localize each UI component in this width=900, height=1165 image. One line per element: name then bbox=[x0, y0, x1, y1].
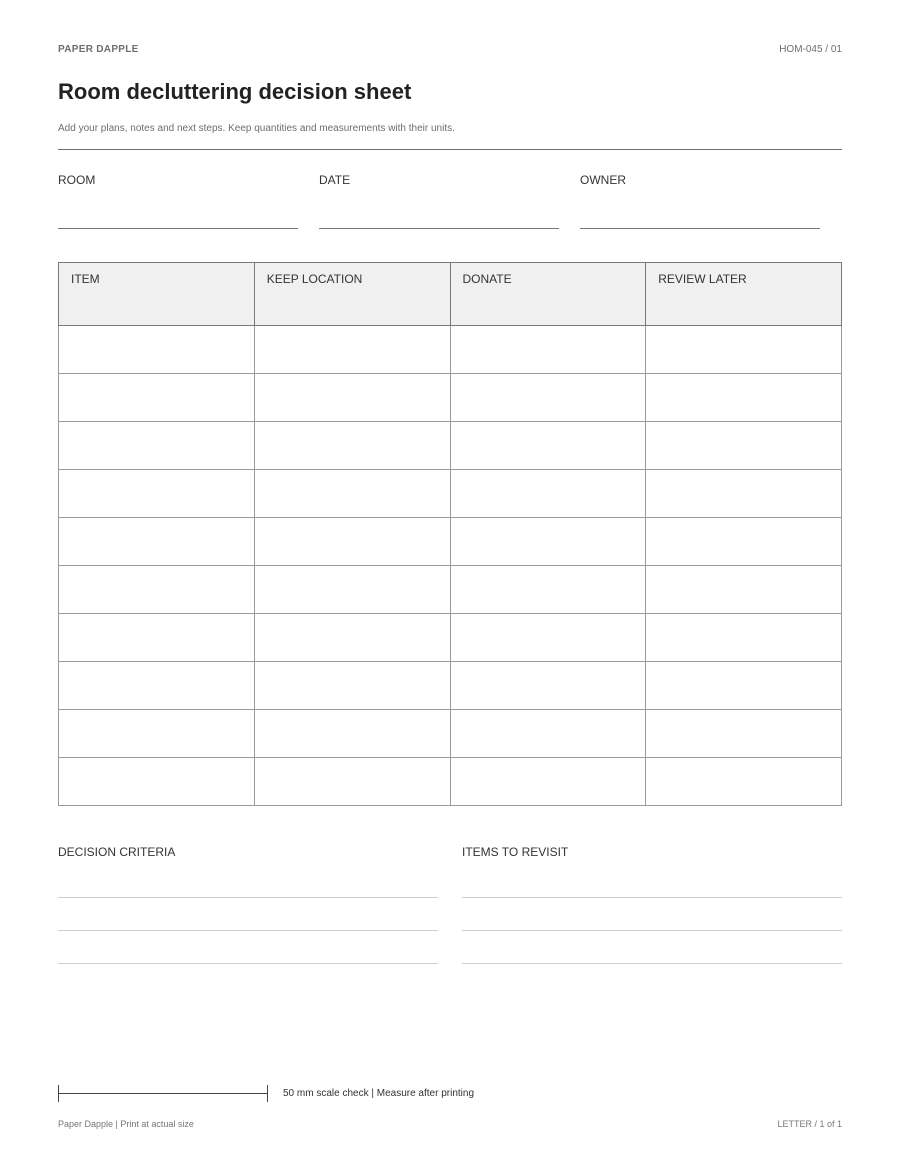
table-cell[interactable] bbox=[254, 614, 450, 662]
table-cell[interactable] bbox=[254, 422, 450, 470]
table-cell[interactable] bbox=[59, 566, 255, 614]
table-cell[interactable] bbox=[254, 470, 450, 518]
column-header-donate: DONATE bbox=[450, 263, 646, 326]
room-field-line[interactable] bbox=[58, 228, 298, 229]
table-row bbox=[59, 326, 842, 374]
table-cell[interactable] bbox=[59, 326, 255, 374]
items-to-revisit-line[interactable] bbox=[462, 897, 842, 898]
table-row bbox=[59, 614, 842, 662]
scale-bar-end-tick bbox=[267, 1085, 268, 1102]
table-cell[interactable] bbox=[450, 422, 646, 470]
table-cell[interactable] bbox=[450, 518, 646, 566]
table-cell[interactable] bbox=[59, 374, 255, 422]
table-cell[interactable] bbox=[59, 422, 255, 470]
date-field-line[interactable] bbox=[319, 228, 559, 229]
decision-criteria-label: DECISION CRITERIA bbox=[58, 845, 176, 859]
column-header-item: ITEM bbox=[59, 263, 255, 326]
table-cell[interactable] bbox=[254, 758, 450, 806]
table-cell[interactable] bbox=[450, 710, 646, 758]
table-cell[interactable] bbox=[59, 662, 255, 710]
table-cell[interactable] bbox=[59, 758, 255, 806]
table-cell[interactable] bbox=[254, 374, 450, 422]
table-row bbox=[59, 710, 842, 758]
table-cell[interactable] bbox=[254, 710, 450, 758]
table-cell[interactable] bbox=[646, 422, 842, 470]
table-body bbox=[59, 326, 842, 806]
owner-field-label: OWNER bbox=[580, 173, 626, 187]
footer-left-text: Paper Dapple | Print at actual size bbox=[58, 1119, 194, 1129]
table-cell[interactable] bbox=[254, 662, 450, 710]
table-cell[interactable] bbox=[646, 326, 842, 374]
scale-check-text: 50 mm scale check | Measure after printing bbox=[283, 1088, 475, 1099]
decision-criteria-line[interactable] bbox=[58, 930, 438, 931]
items-to-revisit-label: ITEMS TO REVISIT bbox=[462, 845, 569, 859]
table-cell[interactable] bbox=[254, 518, 450, 566]
table-cell[interactable] bbox=[646, 518, 842, 566]
decision-criteria-line[interactable] bbox=[58, 963, 438, 964]
table-cell[interactable] bbox=[646, 374, 842, 422]
scale-bar bbox=[58, 1093, 267, 1094]
table-cell[interactable] bbox=[59, 614, 255, 662]
table-row bbox=[59, 470, 842, 518]
items-to-revisit-line[interactable] bbox=[462, 963, 842, 964]
column-header-keep-location: KEEP LOCATION bbox=[254, 263, 450, 326]
table-row bbox=[59, 374, 842, 422]
table-cell[interactable] bbox=[254, 326, 450, 374]
table-cell[interactable] bbox=[450, 662, 646, 710]
table-row bbox=[59, 566, 842, 614]
table-row bbox=[59, 518, 842, 566]
table-cell[interactable] bbox=[450, 374, 646, 422]
table-header-row bbox=[59, 263, 842, 326]
items-to-revisit-line[interactable] bbox=[462, 930, 842, 931]
table-cell[interactable] bbox=[254, 566, 450, 614]
decision-table bbox=[58, 262, 842, 806]
table-row bbox=[59, 422, 842, 470]
owner-field-line[interactable] bbox=[580, 228, 820, 229]
brand-name: PAPER DAPPLE bbox=[58, 44, 139, 55]
table-cell[interactable] bbox=[450, 614, 646, 662]
document-id: HOM-045 / 01 bbox=[779, 44, 842, 55]
column-header-review-later: REVIEW LATER bbox=[646, 263, 842, 326]
table-row bbox=[59, 758, 842, 806]
date-field-label: DATE bbox=[319, 173, 351, 187]
table-cell[interactable] bbox=[450, 758, 646, 806]
table-cell[interactable] bbox=[450, 470, 646, 518]
decision-criteria-line[interactable] bbox=[58, 897, 438, 898]
table-cell[interactable] bbox=[646, 710, 842, 758]
table-row bbox=[59, 662, 842, 710]
footer-page-info: LETTER / 1 of 1 bbox=[777, 1119, 842, 1129]
table-cell[interactable] bbox=[646, 566, 842, 614]
page-subtitle: Add your plans, notes and next steps. Keep quantities and measurements with their units. bbox=[58, 123, 455, 134]
header-divider bbox=[58, 149, 842, 150]
room-field-label: ROOM bbox=[58, 173, 96, 187]
table-cell[interactable] bbox=[450, 326, 646, 374]
table-cell[interactable] bbox=[59, 518, 255, 566]
table-cell[interactable] bbox=[59, 710, 255, 758]
table-cell[interactable] bbox=[646, 470, 842, 518]
page-title: Room decluttering decision sheet bbox=[58, 79, 412, 104]
table-cell[interactable] bbox=[646, 758, 842, 806]
table-cell[interactable] bbox=[450, 566, 646, 614]
table-cell[interactable] bbox=[646, 614, 842, 662]
table-cell[interactable] bbox=[59, 470, 255, 518]
table-cell[interactable] bbox=[646, 662, 842, 710]
